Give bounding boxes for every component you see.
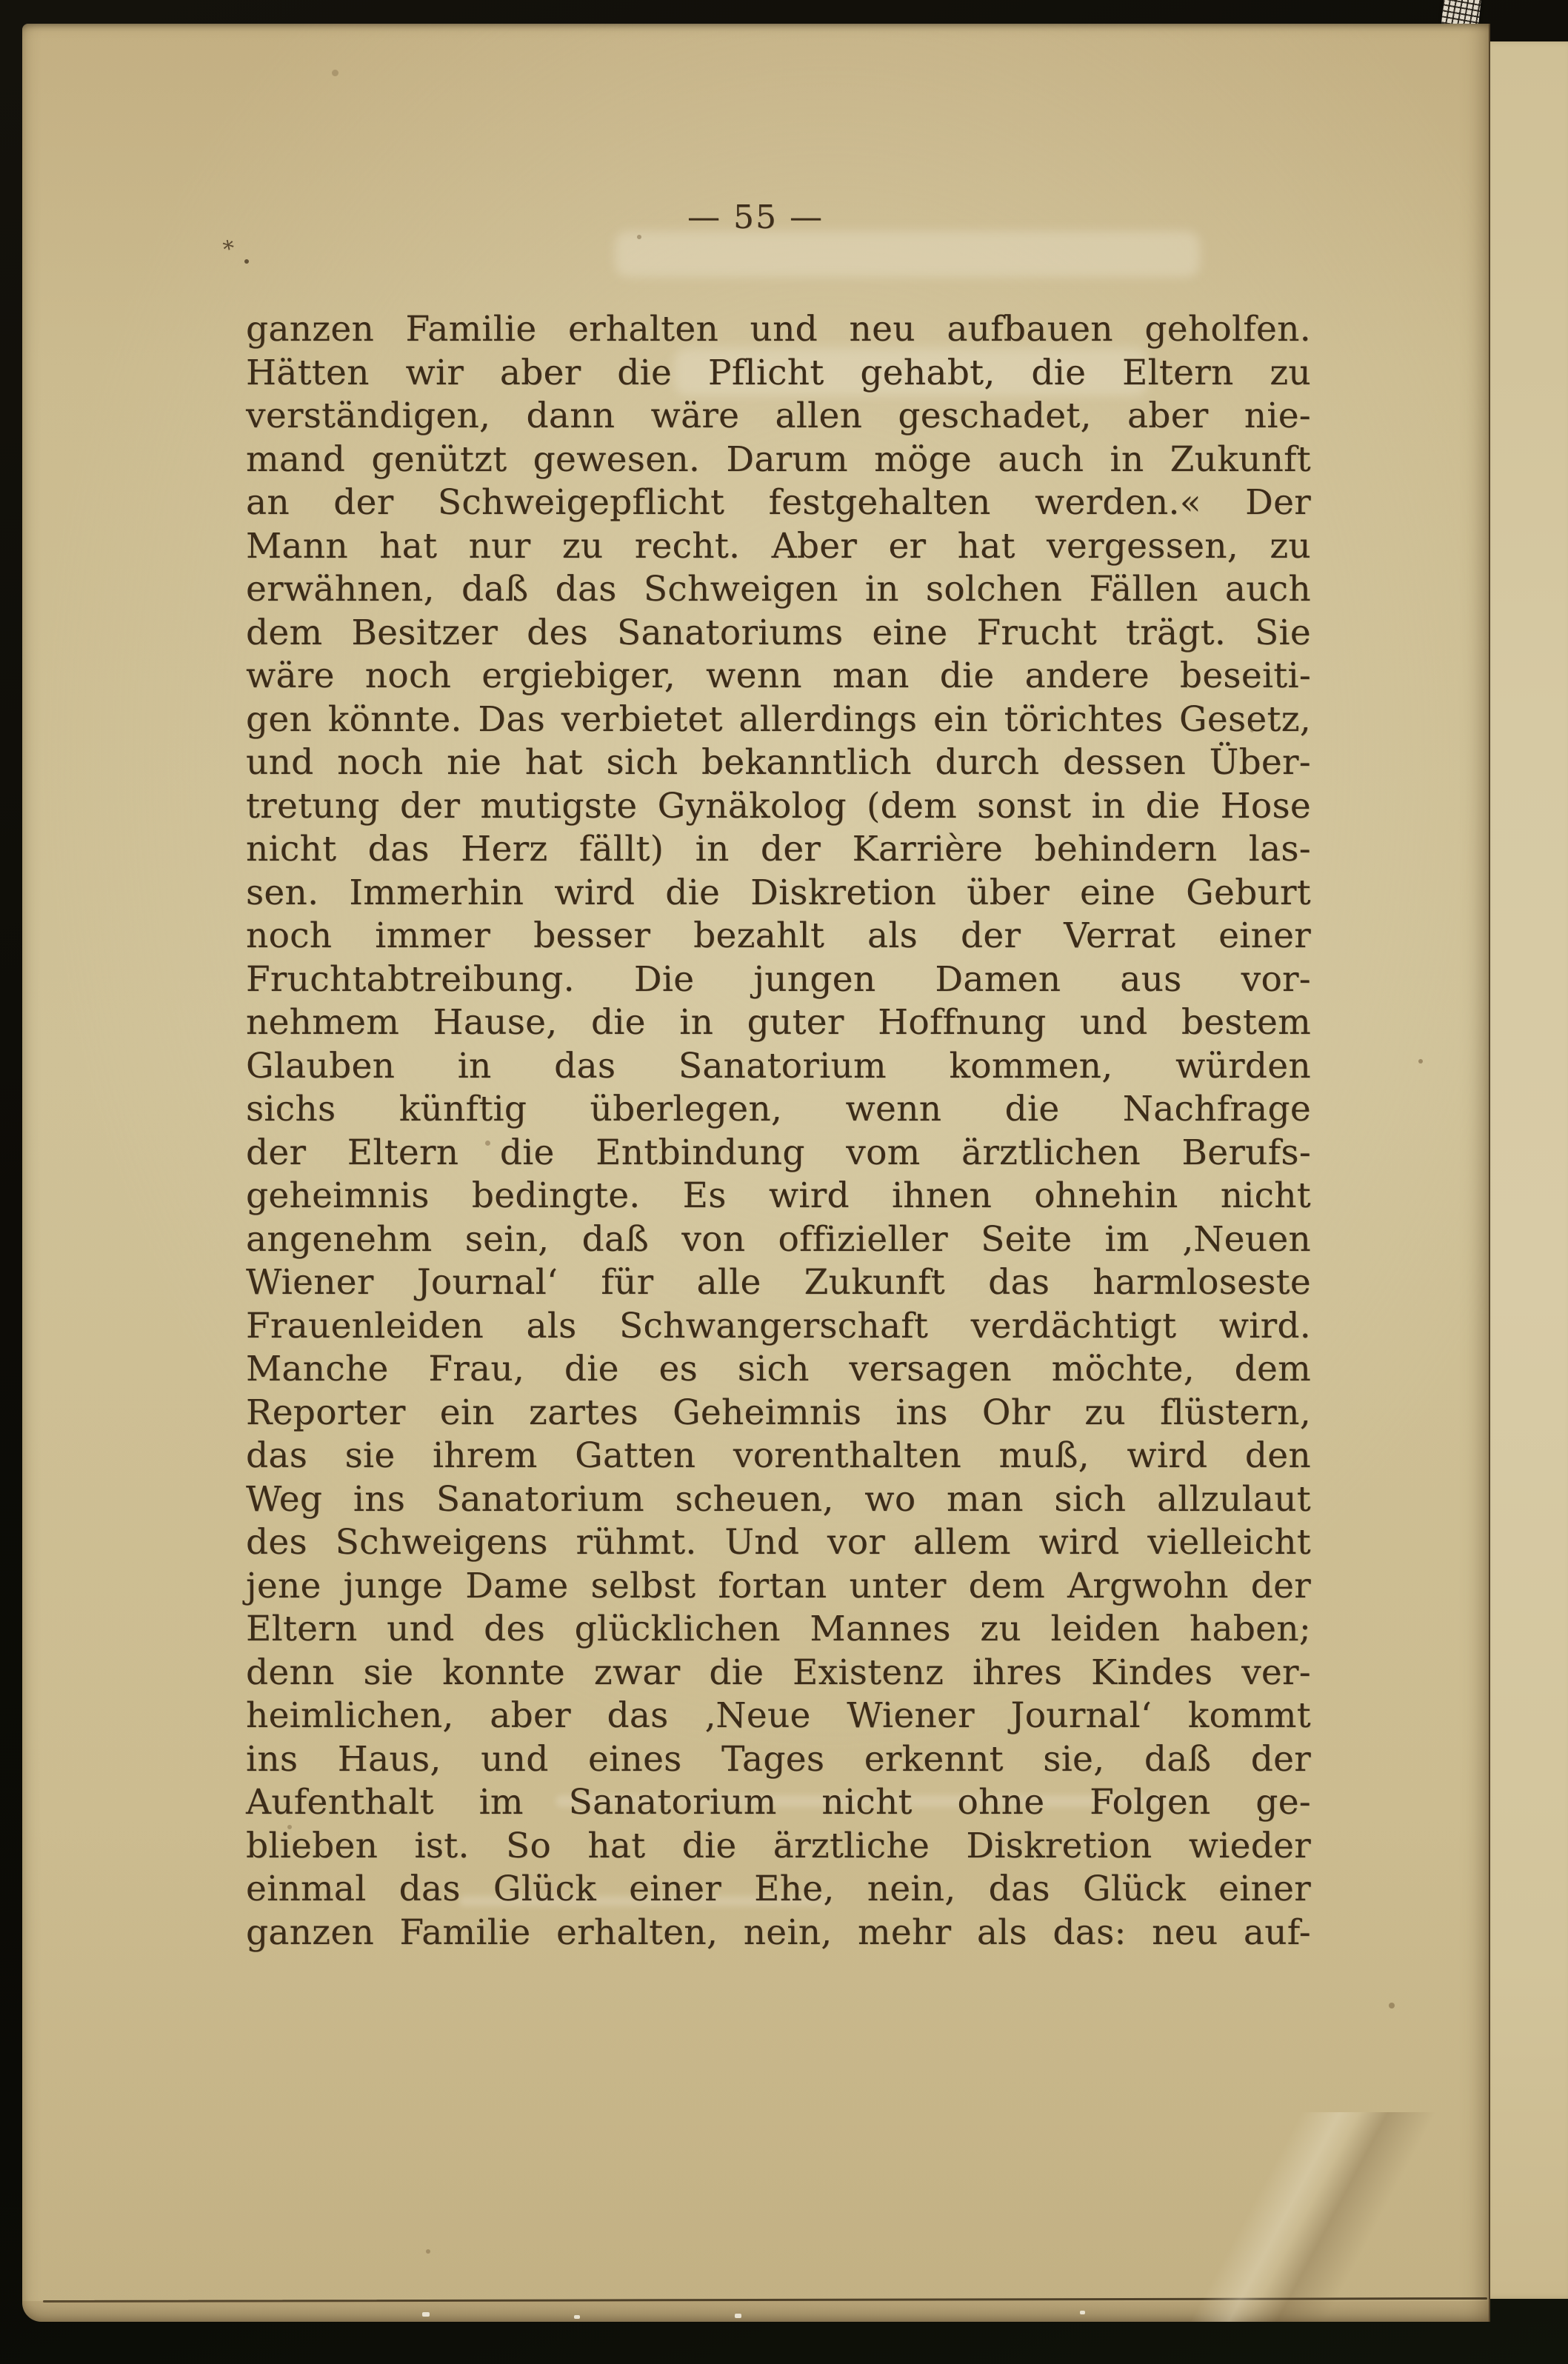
ink-mark: * xyxy=(221,235,238,264)
text-line: noch immer besser bezahlt als der Verrat einer xyxy=(246,915,1311,956)
text-line: Glauben in das Sanatorium kommen, würden xyxy=(246,1045,1311,1086)
foxing-spot xyxy=(332,70,338,76)
text-line: Frauenleiden als Schwangerschaft verdächtigt wird. xyxy=(246,1305,1311,1346)
foxing-spot xyxy=(1389,2003,1395,2009)
text-line: das sie ihrem Gatten vorenthalten muß, wird den xyxy=(246,1435,1311,1476)
text-line: und noch nie hat sich bekanntlich durch dessen Über- xyxy=(246,742,1311,783)
text-line: Hätten wir aber die Pflicht gehabt, die Eltern zu xyxy=(246,352,1311,393)
text-line: gen könnte. Das verbietet allerdings ein törichtes Gesetz, xyxy=(246,698,1311,740)
corner-fold-crease xyxy=(1118,2112,1489,2322)
edge-chip xyxy=(422,2312,430,2317)
text-line: Mann hat nur zu recht. Aber er hat vergessen, zu xyxy=(246,525,1311,567)
edge-chip xyxy=(735,2314,741,2318)
text-line: erwähnen, daß das Schweigen in solchen Fällen auch xyxy=(246,569,1311,610)
text-line: sichs künftig überlegen, wenn die Nachfrage xyxy=(246,1089,1311,1129)
foxing-spot xyxy=(637,235,641,239)
text-line: Eltern und des glücklichen Mannes zu leiden haben; xyxy=(246,1609,1311,1649)
text-line: einmal das Glück einer Ehe, nein, das Glück einer xyxy=(246,1869,1311,1909)
foxing-spot xyxy=(485,1141,490,1146)
text-line: tretung der mutigste Gynäkolog (dem sonst in die Hose xyxy=(246,785,1311,827)
text-line: ins Haus, und eines Tages erkennt sie, daß der xyxy=(246,1738,1311,1780)
text-line: Aufenthalt im Sanatorium nicht ohne Folgen ge- xyxy=(246,1782,1311,1823)
foxing-spot xyxy=(287,1825,292,1829)
page-number: — 55 — xyxy=(687,198,824,236)
foxing-spot xyxy=(1418,1059,1423,1064)
text-line: angenehm sein, daß von offizieller Seite im ‚Neuen xyxy=(246,1218,1311,1260)
edge-chip xyxy=(574,2315,580,2319)
text-line: denn sie konnte zwar die Existenz ihres Kindes ver- xyxy=(246,1652,1311,1693)
text-line: der Eltern die Entbindung vom ärztlichen Berufs- xyxy=(246,1132,1311,1173)
ink-dot xyxy=(244,259,249,264)
text-line: wäre noch ergiebiger, wenn man die andere beseiti- xyxy=(246,655,1311,696)
text-line: an der Schweigepflicht festgehalten werden.« Der xyxy=(246,482,1311,523)
text-line: dem Besitzer des Sanatoriums eine Frucht trägt. Sie xyxy=(246,612,1311,653)
text-line: ganzen Familie erhalten, nein, mehr als das: neu auf- xyxy=(246,1911,1311,1953)
edge-chip xyxy=(1080,2311,1085,2314)
text-line: geheimnis bedingte. Es wird ihnen ohnehin nicht xyxy=(246,1175,1311,1216)
text-line: Manche Frau, die es sich versagen möchte, dem xyxy=(246,1349,1311,1389)
text-line: des Schweigens rühmt. Und vor allem wird vielleicht xyxy=(246,1522,1311,1563)
text-line: nicht das Herz fällt) in der Karrière behindern las- xyxy=(246,829,1311,869)
text-line: mand genützt gewesen. Darum möge auch in Zukunft xyxy=(246,438,1311,480)
bottom-fold-strip xyxy=(22,2301,1489,2322)
show-through-ghost xyxy=(615,231,1200,277)
foxing-spot xyxy=(1250,729,1254,732)
text-line: sen. Immerhin wird die Diskretion über eine Geburt xyxy=(246,872,1311,913)
text-line: Reporter ein zartes Geheimnis ins Ohr zu flüstern, xyxy=(246,1392,1311,1433)
text-line: Wiener Journal‘ für alle Zukunft das harmloseste xyxy=(246,1262,1311,1303)
text-line: ganzen Familie erhalten und neu aufbauen geholfen. xyxy=(246,309,1311,350)
text-line: Fruchtabtreibung. Die jungen Damen aus vor- xyxy=(246,958,1311,1000)
text-line: jene junge Dame selbst fortan unter dem Argwohn der xyxy=(246,1565,1311,1606)
text-line: nehmem Hause, die in guter Hoffnung und bestem xyxy=(246,1002,1311,1043)
book-page xyxy=(22,24,1490,2322)
foxing-spot xyxy=(837,1407,841,1411)
text-line: verständigen, dann wäre allen geschadet, aber nie- xyxy=(246,395,1311,436)
foxing-spot xyxy=(426,2249,430,2254)
text-line: blieben ist. So hat die ärztliche Diskretion wieder xyxy=(246,1825,1311,1866)
body-text xyxy=(246,308,1311,1954)
text-line: Weg ins Sanatorium scheuen, wo man sich allzulaut xyxy=(246,1478,1311,1520)
under-page-edge xyxy=(1484,41,1568,2299)
foxing-spot xyxy=(1118,550,1122,553)
text-line: heimlichen, aber das ‚Neue Wiener Journal‘ kommt xyxy=(246,1695,1311,1736)
